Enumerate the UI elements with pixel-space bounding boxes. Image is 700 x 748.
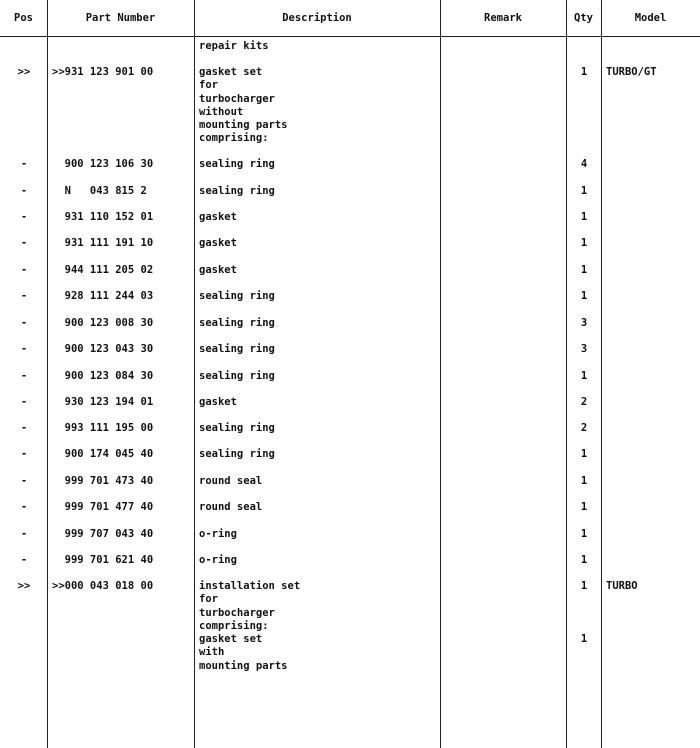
- description-line: for: [199, 79, 218, 92]
- description-line: gasket: [199, 211, 237, 223]
- row-qty: 1: [580, 554, 588, 566]
- row-part-number: 944 111 205 02: [52, 264, 154, 276]
- row-part-number: 900 123 084 30: [52, 370, 154, 382]
- row-description: [199, 580, 300, 673]
- row-pos: -: [20, 475, 28, 487]
- column-divider: [440, 0, 441, 748]
- row-qty: 2: [580, 422, 588, 434]
- row-qty: 4: [580, 158, 588, 170]
- row-pos: -: [20, 554, 28, 566]
- header-qty: Qty: [574, 12, 593, 24]
- description-line: turbocharger: [199, 92, 275, 105]
- row-qty: 1: [580, 370, 588, 382]
- row-part-number: 900 174 045 40: [52, 448, 154, 460]
- description-line: installation set: [199, 580, 301, 592]
- description-line: gasket: [199, 396, 237, 408]
- row-qty: 1: [580, 185, 588, 197]
- row-qty: 1: [580, 475, 588, 487]
- row-pos: -: [20, 370, 28, 382]
- row-pos: >>: [17, 66, 31, 78]
- row-description: [199, 158, 275, 171]
- row-part-number: 928 111 244 03: [52, 290, 154, 302]
- row-qty: 1: [580, 501, 588, 513]
- row-description: [199, 264, 237, 277]
- row-part-number: 930 123 194 01: [52, 396, 154, 408]
- description-line: sealing ring: [199, 158, 275, 170]
- row-part-number: 900 123 106 30: [52, 158, 154, 170]
- row-pos: -: [20, 396, 28, 408]
- row-pos: -: [20, 528, 28, 540]
- row-part-number: 999 701 621 40: [52, 554, 154, 566]
- row-qty: 1: [580, 290, 588, 302]
- row-pos: -: [20, 343, 28, 355]
- row-description: [199, 66, 288, 146]
- row-description: [199, 343, 275, 356]
- row-part-number: 900 123 043 30: [52, 343, 154, 355]
- row-part-number: 900 123 008 30: [52, 317, 154, 329]
- description-line: gasket: [199, 264, 237, 276]
- header-model: Model: [634, 12, 667, 24]
- row-description: [199, 528, 237, 541]
- description-line: comprising:: [199, 132, 269, 145]
- row-pos: -: [20, 264, 28, 276]
- column-divider: [194, 0, 195, 748]
- description-line: gasket: [199, 237, 237, 249]
- header-description: Description: [282, 12, 352, 24]
- row-qty: 1: [580, 264, 588, 276]
- description-line: with: [199, 646, 225, 659]
- row-part-number: 931 111 191 10: [52, 237, 154, 249]
- row-model: TURBO/GT: [606, 66, 657, 78]
- header-part-number: Part Number: [85, 12, 156, 24]
- row-part-number: 993 111 195 00: [52, 422, 154, 434]
- description-line: gasket set: [199, 633, 263, 646]
- description-line: sealing ring: [199, 343, 275, 355]
- description-line: sealing ring: [199, 422, 275, 434]
- row-qty-secondary: 1: [580, 633, 588, 645]
- header-pos: Pos: [14, 12, 33, 24]
- description-line: comprising:: [199, 619, 269, 632]
- row-part-number: 999 707 043 40: [52, 528, 154, 540]
- row-qty: 1: [580, 66, 588, 78]
- row-part-number: 999 701 477 40: [52, 501, 154, 513]
- row-part-number: 931 110 152 01: [52, 211, 154, 223]
- row-pos: -: [20, 237, 28, 249]
- row-pos: -: [20, 290, 28, 302]
- row-qty: 1: [580, 528, 588, 540]
- row-qty: 3: [580, 317, 588, 329]
- description-line: for: [199, 593, 218, 606]
- row-pos: -: [20, 185, 28, 197]
- row-description: [199, 370, 275, 383]
- row-pos: -: [20, 211, 28, 223]
- row-qty: 1: [580, 448, 588, 460]
- row-part-number: 999 701 473 40: [52, 475, 154, 487]
- row-qty: 1: [580, 211, 588, 223]
- row-pos: -: [20, 448, 28, 460]
- row-description: [199, 290, 275, 303]
- row-description: [199, 475, 262, 488]
- row-pos: -: [20, 317, 28, 329]
- row-description: [199, 317, 275, 330]
- row-description: [199, 396, 237, 409]
- description-line: sealing ring: [199, 185, 275, 197]
- row-description: [199, 554, 237, 567]
- row-part-number: N 043 815 2: [52, 185, 147, 197]
- row-model: TURBO: [606, 580, 638, 592]
- row-qty: 1: [580, 580, 588, 592]
- description-line: mounting parts: [199, 119, 288, 132]
- description-line: round seal: [199, 501, 263, 513]
- description-line: turbocharger: [199, 606, 275, 619]
- header-divider: [0, 36, 700, 37]
- description-line: mounting parts: [199, 659, 288, 672]
- row-qty: 2: [580, 396, 588, 408]
- row-part-number: >>000 043 018 00: [52, 580, 154, 592]
- description-line: gasket set: [199, 66, 263, 78]
- row-pos: -: [20, 501, 28, 513]
- description-line: sealing ring: [199, 370, 275, 382]
- row-description: [199, 211, 237, 224]
- description-line: sealing ring: [199, 290, 275, 302]
- description-line: o-ring: [199, 528, 237, 540]
- section-title: repair kits: [199, 40, 269, 52]
- row-description: [199, 501, 262, 514]
- row-part-number: >>931 123 901 00: [52, 66, 154, 78]
- row-pos: -: [20, 422, 28, 434]
- row-pos: >>: [17, 580, 31, 592]
- row-description: [199, 448, 275, 461]
- description-line: without: [199, 105, 244, 118]
- row-description: [199, 422, 275, 435]
- description-line: sealing ring: [199, 448, 275, 460]
- header-remark: Remark: [484, 12, 522, 24]
- description-line: sealing ring: [199, 317, 275, 329]
- description-line: round seal: [199, 475, 263, 487]
- row-description: [199, 237, 237, 250]
- description-line: o-ring: [199, 554, 237, 566]
- row-description: [199, 185, 275, 198]
- row-pos: -: [20, 158, 28, 170]
- row-qty: 3: [580, 343, 588, 355]
- row-qty: 1: [580, 237, 588, 249]
